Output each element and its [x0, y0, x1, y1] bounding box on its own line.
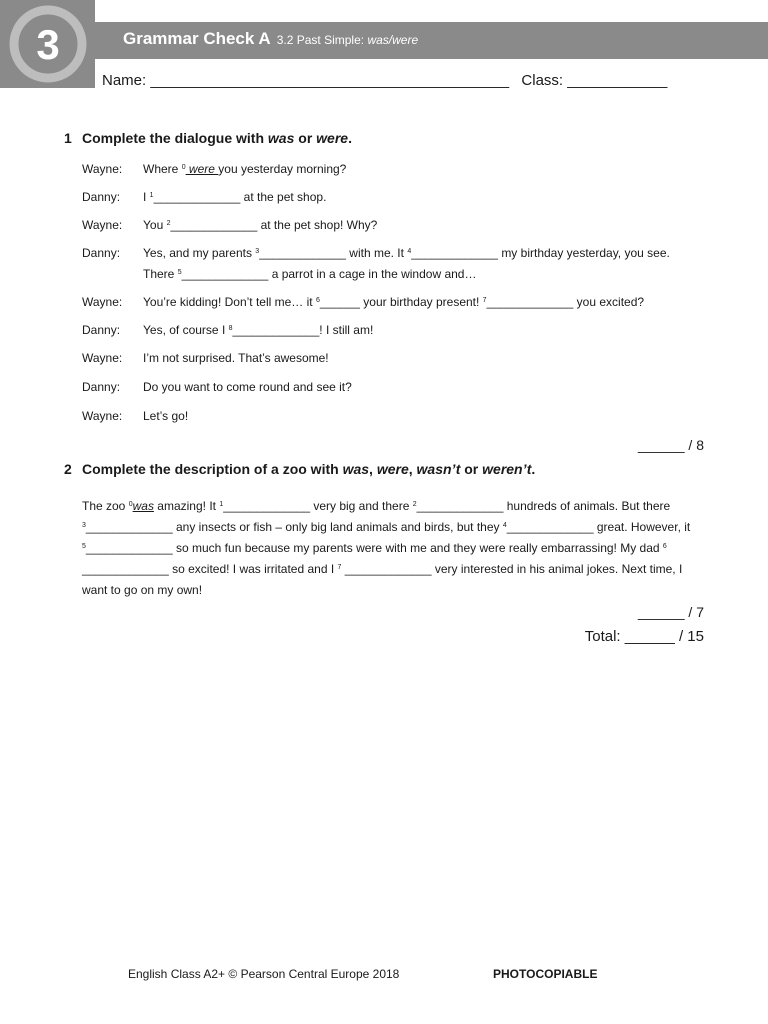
subtitle-topic: was/were — [367, 33, 419, 47]
answer-gap[interactable]: _____________ hundreds of animals. But there — [416, 499, 671, 513]
dialogue-line — [82, 377, 702, 398]
gap-number: 4 — [502, 522, 507, 529]
dialogue-line — [82, 292, 702, 313]
gap-number: 7 — [337, 564, 342, 571]
answer-gap[interactable]: _____________ so much fun because my parents were with me and they were really embarrassing! My dad — [85, 541, 663, 555]
speaker-label: Wayne: — [82, 409, 123, 423]
gap-number: 0 — [128, 501, 133, 508]
instruction-word: were — [316, 130, 349, 146]
dialogue-line — [82, 215, 702, 236]
instruction-text: , — [408, 461, 417, 477]
instruction-text: or — [460, 461, 483, 477]
answer-gap[interactable]: _____________ my birthday yesterday, you see. There — [143, 246, 670, 281]
answer-gap[interactable]: _____________ with me. It — [259, 246, 408, 260]
speaker-label: Danny: — [82, 190, 121, 204]
gap-number: 8 — [228, 325, 233, 332]
name-field[interactable]: Name: ___________________________________________ — [102, 72, 510, 89]
instruction-word: wasn’t — [416, 461, 461, 477]
total-score: Total: ______ / 15 — [584, 628, 704, 645]
answer-gap[interactable]: _____________ so excited! I was irritated and I — [82, 562, 338, 576]
speaker-label: Danny: — [82, 380, 121, 394]
answer-gap[interactable]: _____________ very interested in his animal jokes. Next time, I want to go on my own! — [82, 562, 683, 597]
line-text: Let’s go! — [143, 409, 189, 423]
gap-number: 0 — [181, 164, 186, 171]
instruction-word: was — [267, 130, 295, 146]
class-field[interactable]: Class: ____________ — [521, 72, 668, 89]
unit-badge — [0, 0, 95, 88]
speaker-label: Wayne: — [82, 295, 123, 309]
gap-number: 4 — [407, 248, 412, 255]
instruction-text: Complete the description of a zoo with — [82, 461, 343, 477]
header-title — [123, 29, 418, 51]
answer-gap[interactable]: _____________ at the pet shop! Why? — [170, 218, 378, 232]
exercise-2-score: ______ / 7 — [637, 604, 704, 620]
instruction-word: weren’t — [482, 461, 532, 477]
gap-number: 6 — [315, 297, 320, 304]
line-text: Yes, and my parents — [143, 246, 256, 260]
photocopiable-label: PHOTOCOPIABLE — [493, 967, 598, 981]
answer-gap[interactable]: _____________ any insects or fish – only big land animals and birds, but they — [85, 520, 503, 534]
worksheet-title: Grammar Check A — [123, 29, 271, 48]
answer-gap[interactable]: ______ your birthday present! — [319, 295, 483, 309]
speaker-label: Wayne: — [82, 162, 123, 176]
example-answer: were — [185, 162, 219, 176]
instruction-text: . — [531, 461, 536, 477]
line-text: Yes, of course I — [143, 323, 229, 337]
speaker-label: Danny: — [82, 246, 121, 260]
line-text: you yesterday morning? — [218, 162, 347, 176]
example-answer: was — [132, 499, 154, 513]
instruction-text: , — [369, 461, 377, 477]
exercise-number: 2 — [64, 461, 72, 477]
subtitle-prefix: 3.2 Past Simple: — [276, 33, 368, 47]
speaker-label: Wayne: — [82, 351, 123, 365]
paragraph-text: amazing! It — [153, 499, 220, 513]
answer-gap[interactable]: _____________ a parrot in a cage in the window and… — [181, 267, 477, 281]
gap-number: 3 — [82, 522, 86, 529]
answer-gap[interactable]: _____________ great. However, it — [506, 520, 691, 534]
copyright-footer: English Class A2+ © Pearson Central Europe 2018 — [128, 967, 400, 981]
exercise-number: 1 — [64, 130, 72, 146]
speaker-label: Wayne: — [82, 218, 123, 232]
line-text: You — [143, 218, 167, 232]
instruction-text: . — [348, 130, 352, 146]
instruction-word: was — [342, 461, 370, 477]
dialogue-line — [82, 187, 702, 208]
gap-number: 2 — [412, 501, 417, 508]
line-text: Do you want to come round and see it? — [143, 380, 352, 394]
instruction-word: were — [376, 461, 409, 477]
unit-number: 3 — [36, 21, 60, 68]
worksheet-subtitle — [277, 33, 418, 47]
line-text: I — [143, 190, 150, 204]
line-text: I’m not surprised. That’s awesome! — [143, 351, 329, 365]
exercise-2-title — [64, 461, 535, 477]
gap-number: 7 — [482, 297, 487, 304]
exercise-1-score: ______ / 8 — [637, 437, 704, 453]
dialogue-line — [82, 348, 702, 369]
answer-gap[interactable]: _____________ you excited? — [486, 295, 645, 309]
zoo-description — [82, 496, 706, 601]
gap-number: 5 — [177, 269, 182, 276]
answer-gap[interactable]: _____________! I still am! — [232, 323, 374, 337]
instruction-text: or — [294, 130, 317, 146]
gap-number: 1 — [149, 192, 154, 199]
dialogue-line — [82, 159, 702, 180]
answer-gap[interactable]: _____________ very big and there — [223, 499, 413, 513]
gap-number: 2 — [166, 220, 171, 227]
dialogue-line — [82, 320, 702, 341]
exercise-1-title — [64, 130, 352, 146]
gap-number: 1 — [219, 501, 224, 508]
dialogue-line — [82, 406, 702, 427]
answer-gap[interactable]: _____________ at the pet shop. — [153, 190, 327, 204]
dialogue-line — [82, 243, 702, 285]
line-text: You’re kidding! Don’t tell me… it — [143, 295, 316, 309]
gap-number: 3 — [255, 248, 260, 255]
gap-number: 6 — [662, 543, 667, 550]
gap-number: 5 — [82, 543, 86, 550]
instruction-text: Complete the dialogue with — [82, 130, 268, 146]
line-text: Where — [143, 162, 182, 176]
speaker-label: Danny: — [82, 323, 121, 337]
name-class-row — [102, 72, 667, 89]
paragraph-text: The zoo — [82, 499, 129, 513]
